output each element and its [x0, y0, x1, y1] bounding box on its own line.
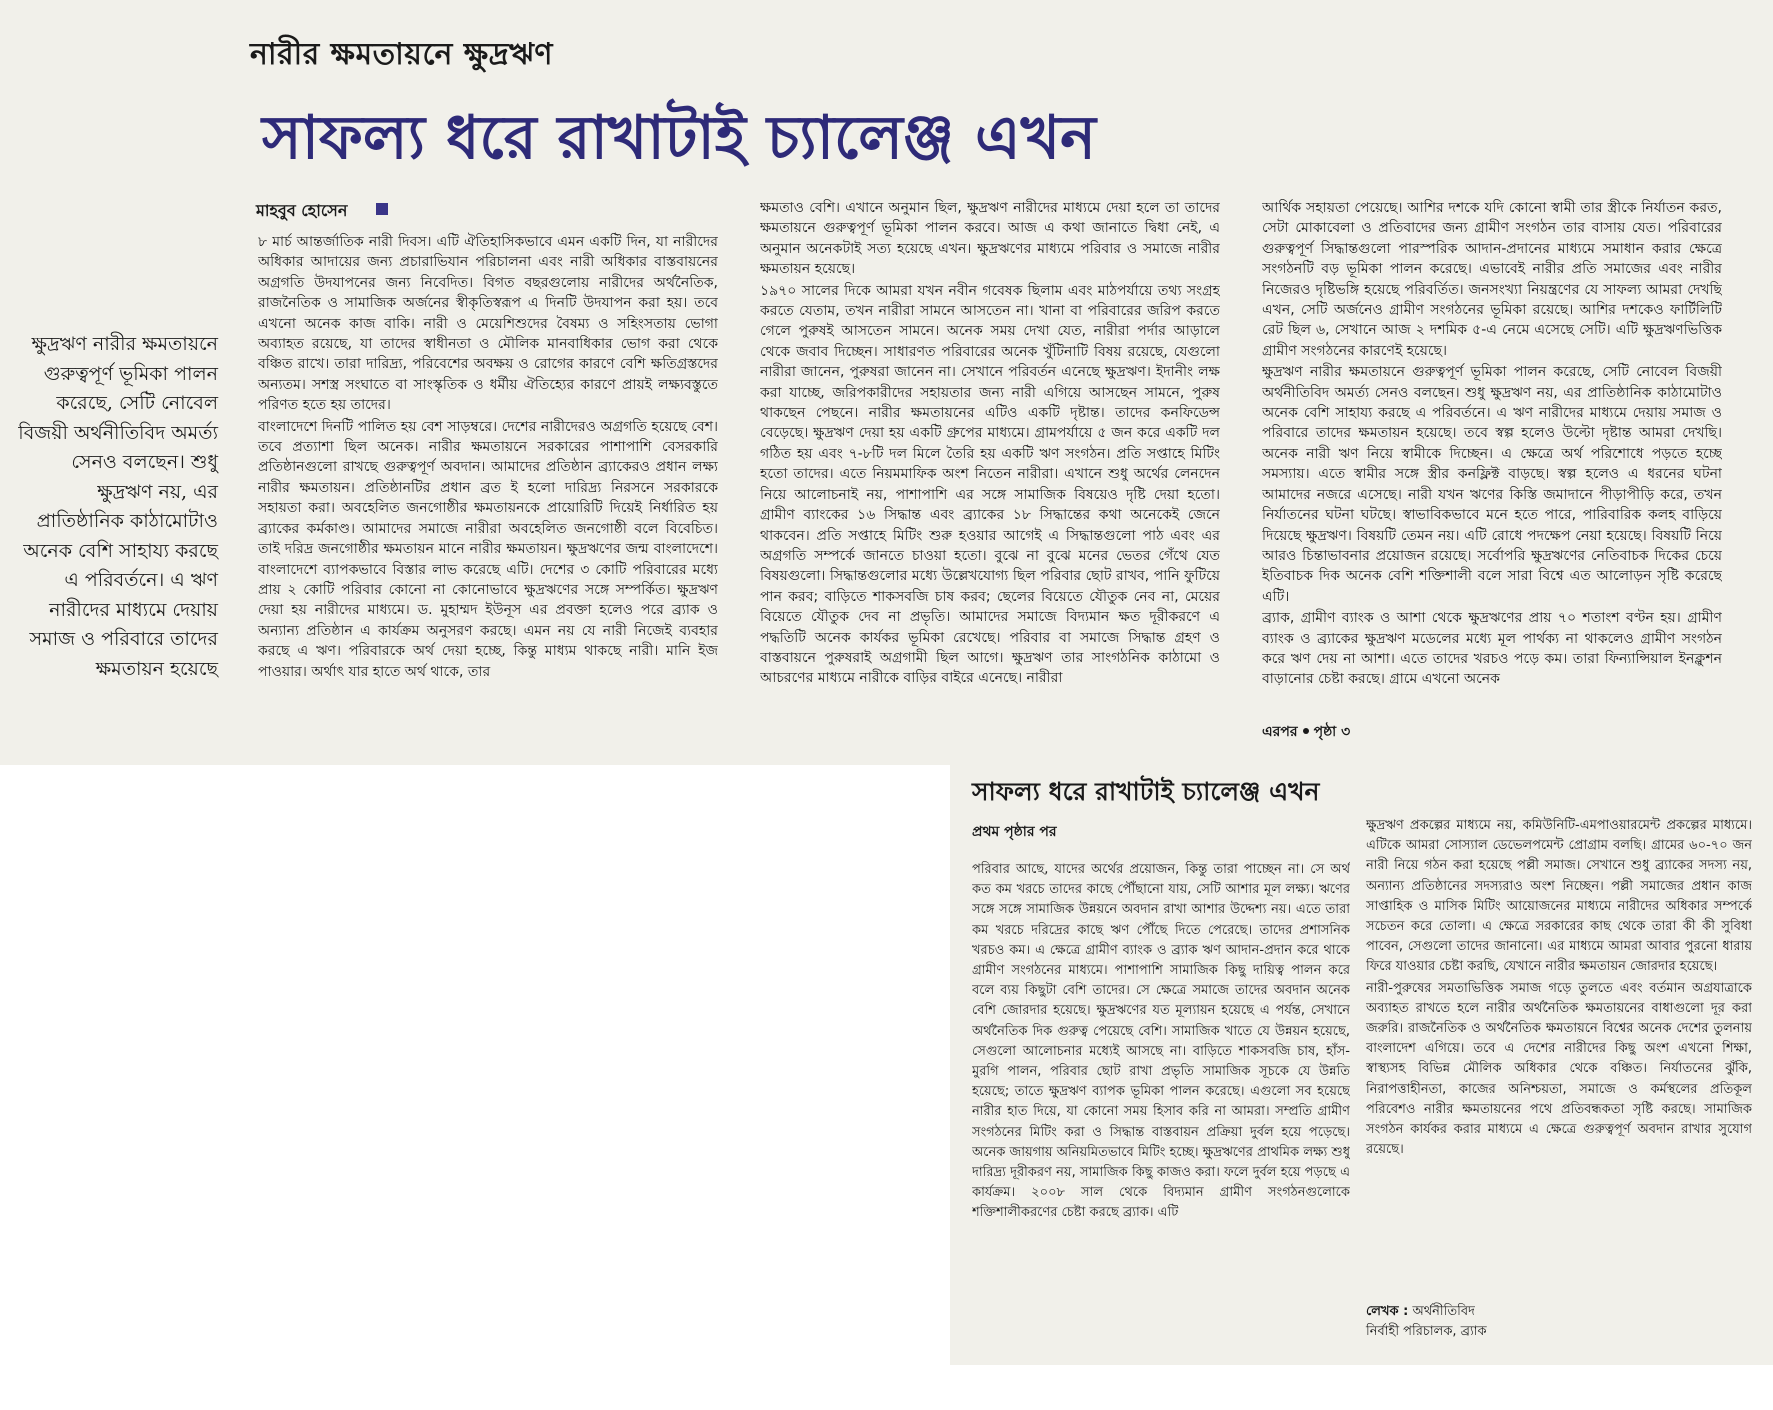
paragraph: বাংলাদেশে দিনটি পালিত হয় বেশ সাড়ম্বরে। দেশের নারীদেরও অগ্রগতি হয়েছে বেশ। তবে প্রত্যাশা ছিল অনেক। নারীর ক্ষমতায়নে সরকারের পাশাপাশি বেসরকারি প্রতিষ্ঠানগুলো রাখছে গুরুত্বপূর্ণ অবদান। আমাদের প্রতিষ্ঠান ব্র্যাকেরও প্রধান লক্ষ্য নারীর ক্ষমতায়ন। প্রতিষ্ঠানটির প্রধান ব্রত ই হলো দারিদ্র্য নিরসনে সরকারকে সহায়তা করা। অবহেলিত জনগোষ্ঠীর ক্ষমতায়নকে প্রায়োরিটি দিয়েই নির্ধারিত হয় ব্র্যাকের কর্মকাণ্ড। আমাদের সমাজে নারীরা অবহেলিত জনগোষ্ঠী বলে বিবেচিত। তাই দরিদ্র জনগোষ্ঠীর ক্ষমতায়ন মানে নারীর ক্ষমতায়ন। ক্ষুদ্রঋণের জন্ম বাংলাদেশে। বাংলাদেশে ব্যাপকভাবে বিস্তার লাভ করেছে এটি। দেশের ৩ কোটি পরিবারের মধ্যে প্রায় ২ কোটি পরিবার কোনো না কোনোভাবে ক্ষুদ্রঋণের সঙ্গে সম্পর্কিত। ক্ষুদ্রঋণ দেয়া হয় নারীদের মাধ্যমে। ড. মুহাম্মদ ইউনূস এর প্রবক্তা হলেও পরে ব্র্যাক ও অন্যান্য প্রতিষ্ঠান এ কার্যক্রম অনুসরণ করছে। এমন নয় যে নারী নিজেই ব্যবহার করছে এ ঋণ। পরিবারকে অর্থ দেয়া হচ্ছে, কিন্তু মাধ্যম থাকছে নারী। মানি ইজ পাওয়ার। অর্থাৎ যার হাতে অর্থ থাকে, তার: [258, 418, 718, 680]
continuation-column-1: [972, 860, 1350, 1348]
author-info: [1366, 1302, 1487, 1342]
paragraph: আর্থিক সহায়তা পেয়েছে। আশির দশকে যদি কোনো স্বামী তার স্ত্রীকে নির্যাতন করত, সেটা মোকাবেলা ও প্রতিবাদের জন্য গ্রামীণ সংগঠন তার বাসায় যেত। পরিবারের গুরুত্বপূর্ণ সিদ্ধান্তগুলো পারস্পরিক আদান-প্রদানের মাধ্যমে সমাধান করার ক্ষেত্রে সংগঠনটি বড় ভূমিকা পালন করেছে। এভাবেই নারীর প্রতি সমাজের এবং নারীর নিজেরও দৃষ্টিভঙ্গি হয়েছে পরিবর্তিত। জনসংখ্যা নিয়ন্ত্রণের যে সাফল্য আমরা দেখছি এখন, সেটি অর্জনেও গ্রামীণ সংগঠনের ভূমিকা রয়েছে। আশির দশকেও ফার্টিলিটি রেট ছিল ৬, সেখানে আজ ২ দশমিক ৫-এ নেমে এসেছে সেটি। এটি ক্ষুদ্রঋণভিত্তিক গ্রামীণ সংগঠনের কারণেই হয়েছে।: [1262, 200, 1722, 359]
article-column-3: [1262, 198, 1722, 714]
paragraph: ব্র্যাক, গ্রামীণ ব্যাংক ও আশা থেকে ক্ষুদ্রঋণের প্রায় ৭০ শতাংশ বণ্টন হয়। গ্রামীণ ব্যাংক ও ব্র্যাকের ক্ষুদ্রঋণ মডেলের মধ্যে মূল পার্থক্য না থাকলেও গ্রামীণ সংগঠন করে ঋণ দেয় না আশা। এতে তাদের খরচও পড়ে কম। তারা ফিন্যান্সিয়াল ইনক্লুশন বাড়ানোর চেষ্টা করছে। গ্রামে এখনো অনেক: [1262, 610, 1722, 688]
continuation-column-2: [1366, 816, 1752, 1284]
paragraph: ৮ মার্চ আন্তর্জাতিক নারী দিবস। এটি ঐতিহাসিকভাবে এমন একটি দিন, যা নারীদের অধিকার আদায়ের জন্য প্রচারাভিযান পরিচালনা এবং নারী অধিকার বাস্তবায়নের অগ্রগতি উদযাপনের জন্য নিবেদিত। বিগত বছরগুলোয় নারীদের অর্থনৈতিক, রাজনৈতিক ও সামাজিক অর্জনের স্বীকৃতিস্বরূপ এ দিনটি উদযাপন করা হয়। তবে এখনো অনেক কাজ বাকি। নারী ও মেয়েশিশুদের বৈষম্য ও সহিংসতায় ভোগা অব্যাহত রয়েছে, যা তাদের স্বাধীনতা ও মৌলিক মানবাধিকার ভোগ করা থেকে বঞ্চিত রাখে। তারা দারিদ্র্য, পরিবেশের অবক্ষয় ও রোগের কারণে বেশি ক্ষতিগ্রস্তদের অন্যতম। সশস্ত্র সংঘাতে বা সাংস্কৃতিক ও ধর্মীয় ঐতিহ্যের কারণে প্রায়ই লক্ষ্যবস্তুতে পরিণত হতে হয় তাদের।: [258, 234, 718, 414]
continuation-title: সাফল্য ধরে রাখাটাই চ্যালেঞ্জ এখন: [972, 777, 1320, 806]
continued-from-label: প্রথম পৃষ্ঠার পর: [972, 824, 1057, 840]
continued-label: এরপর: [1262, 724, 1298, 740]
author-role: অর্থনীতিবিদ: [1412, 1304, 1475, 1319]
paragraph: ক্ষুদ্রঋণ প্রকল্পের মাধ্যমে নয়, কমিউনিটি-এমপাওয়ারমেন্ট প্রকল্পের মাধ্যমে। এটিকে আমরা সোস্যাল ডেভেলপমেন্ট প্রোগ্রাম বলছি। গ্রামের ৬০-৭০ জন নারী নিয়ে গঠন করা হয়েছে পল্লী সমাজ। সেখানে শুধু ব্র্যাকের সদস্য নয়, অন্যান্য প্রতিষ্ঠানের সদস্যরাও অংশ নিচ্ছেন। পল্লী সমাজের প্রধান কাজ সাপ্তাহিক ও মাসিক মিটিং আয়োজনের মাধ্যমে নারীদের অধিকার সম্পর্কে সচেতন করে তোলা। এ ক্ষেত্রে সরকারের কাছ থেকে তারা কী কী সুবিধা পাবেন, সেগুলো তাদের জানানো। এর মাধ্যমে আমরা আবার পুরনো ধারায় ফিরে যাওয়ার চেষ্টা করছি, যেখানে নারীর ক্ষমতায়ন জোরদার হয়েছে।: [1366, 818, 1752, 975]
paragraph: নারী-পুরুষের সমতাভিত্তিক সমাজ গড়ে তুলতে এবং বর্তমান অগ্রযাত্রাকে অব্যাহত রাখতে হলে নারীর অর্থনৈতিক ক্ষমতায়নের বাধাগুলো দূর করা জরুরি। রাজনৈতিক ও অর্থনৈতিক ক্ষমতায়নে বিশ্বের অনেক দেশের তুলনায় বাংলাদেশ এগিয়ে। তবে এ দেশের নারীদের কিছু অংশ এখনো শিক্ষা, স্বাস্থ্যসহ বিভিন্ন মৌলিক অধিকার থেকে বঞ্চিত। নির্যাতনের ঝুঁকি, নিরাপত্তাহীনতা, কাজের অনিশ্চয়তা, সমাজে ও কর্মস্থলের প্রতিকূল পরিবেশও নারীর ক্ষমতায়নের পথে প্রতিবন্ধকতা সৃষ্টি করছে। সামাজিক সংগঠন কার্যকর করার মাধ্যমে এ ক্ষেত্রে গুরুত্বপূর্ণ অবদান রাখার সুযোগ রয়েছে।: [1366, 980, 1752, 1158]
byline-square-icon: [376, 203, 388, 215]
author-label: লেখক :: [1366, 1304, 1409, 1319]
author-position: নির্বাহী পরিচালক, ব্র্যাক: [1366, 1324, 1487, 1339]
headline: সাফল্য ধরে রাখাটাই চ্যালেঞ্জ এখন: [262, 103, 1096, 173]
continued-page: পৃষ্ঠা ৩: [1313, 724, 1351, 740]
paragraph: ক্ষুদ্রঋণ নারীর ক্ষমতায়নে গুরুত্বপূর্ণ ভূমিকা পালন করেছে, সেটি নোবেল বিজয়ী অর্থনীতিবিদ অমর্ত্য সেনও বলছেন। শুধু ক্ষুদ্রঋণ নয়, এর প্রাতিষ্ঠানিক কাঠামোটাও অনেক বেশি সাহায্য করছে এ পরিবর্তনে। এ ঋণ নারীদের মাধ্যমে দেয়ায় সমাজ ও পরিবারে তাদের ক্ষমতায়ন হয়েছে। তবে স্বল্প হলেও উল্টো দৃষ্টান্ত আমরা দেখছি। অনেক নারী ঋণ নিয়ে স্বামীকে দিচ্ছেন। এ ক্ষেত্রে অর্থ পরিশোধে পড়তে হচ্ছে সমস্যায়। এতে স্বামীর সঙ্গে স্ত্রীর কনফ্লিক্ট বাড়ছে। স্বল্প হলেও এ ধরনের ঘটনা আমাদের নজরে এসেছে। নারী যখন ঋণের কিস্তি জমাদানে পীড়াপীড়ি করে, তখন নির্যাতনের ঘটনা ঘটছে। স্বাভাবিকভাবে মনে হতে পারে, পারিবারিক কলহ বাড়িয়ে দিয়েছে ক্ষুদ্রঋণ। বিষয়টি তেমন নয়। এটি রোধে পদক্ষেপ নেয়া হয়েছে। বিষয়টি নিয়ে আরও চিন্তাভাবনার প্রয়োজন রয়েছে। সর্বোপরি ক্ষুদ্রঋণের নেতিবাচক দিকের চেয়ে ইতিবাচক দিক অনেক বেশি শক্তিশালী বলে সারা বিশ্বে এত আলোড়ন সৃষ্টি করেছে এটি।: [1262, 364, 1722, 605]
paragraph: পরিবার আছে, যাদের অর্থের প্রয়োজন, কিন্তু তারা পাচ্ছেন না। সে অর্থ কত কম খরচে তাদের কাছে পৌঁছানো যায়, সেটি আশার মূল লক্ষ্য। ঋণের সঙ্গে সঙ্গে সামাজিক উন্নয়নে অবদান রাখা আশার উদ্দেশ্য নয়। এতে তারা কম খরচে দরিদ্রের কাছে ঋণ পৌঁছে দিতে পেরেছে। তাদের প্রশাসনিক খরচও কম। এ ক্ষেত্রে গ্রামীণ ব্যাংক ও ব্র্যাক ঋণ আদান-প্রদান করে থাকে গ্রামীণ সংগঠনের মাধ্যমে। পাশাপাশি সামাজিক কিছু দায়িত্ব পালন করে বলে ব্যয় কিছুটা বেশি তাদের। সে ক্ষেত্রে সমাজে তাদের অবদান অনেক বেশি জোরদার হয়েছে। ক্ষুদ্রঋণের যত মূল্যায়ন হয়েছে এ পর্যন্ত, সেখানে অর্থনৈতিক দিক গুরুত্ব পেয়েছে বেশি। সামাজিক খাতে যে উন্নয়ন হয়েছে, সেগুলো আলোচনার মধ্যেই আসছে না। বাড়িতে শাকসবজি চাষ, হাঁস-মুরগি পালন, পরিবার ছোট রাখা প্রভৃতি সামাজিক সূচকে যে উন্নতি হয়েছে; তাতে ক্ষুদ্রঋণ ব্যাপক ভূমিকা পালন করেছে। এগুলো সব হয়েছে নারীর হাত দিয়ে, যা কোনো সময় হিসাব করি না আমরা। সম্প্রতি গ্রামীণ সংগঠনের মিটিং করা ও সিদ্ধান্ত বাস্তবায়ন প্রক্রিয়া দুর্বল হয়ে পড়েছে। অনেক জায়গায় অনিয়মিতভাবে মিটিং হচ্ছে। ক্ষুদ্রঋণের প্রাথমিক লক্ষ্য শুধু দারিদ্র্য দূরীকরণ নয়, সামাজিক কিছু কাজও করা। ফলে দুর্বল হয়ে পড়ছে এ কার্যক্রম। ২০০৮ সাল থেকে বিদ্যমান গ্রামীণ সংগঠনগুলোকে শক্তিশালীকরণের চেষ্টা করছে ব্র্যাক। এটি: [972, 862, 1350, 1221]
article-column-2: [760, 198, 1220, 746]
continued-on-page: [1262, 720, 1350, 744]
paragraph: ক্ষমতাও বেশি। এখানে অনুমান ছিল, ক্ষুদ্রঋণ নারীদের মাধ্যমে দেয়া হলে তা তাদের ক্ষমতায়নে গুরুত্বপূর্ণ ভূমিকা পালন করবে। আজ এ কথা জানাতে দ্বিধা নেই, এ অনুমান অনেকটাই সত্য হয়েছে এখন। ক্ষুদ্রঋণের মাধ্যমে পরিবার ও সমাজে নারীর ক্ষমতায়ন হয়েছে।: [760, 200, 1220, 278]
byline: মাহবুব হোসেন: [256, 201, 348, 220]
article-column-1: [258, 232, 718, 746]
pull-quote: ক্ষুদ্রঋণ নারীর ক্ষমতায়নে গুরুত্বপূর্ণ ভূমিকা পালন করেছে, সেটি নোবেল বিজয়ী অর্থনীতিবিদ অমর্ত্য সেনও বলছেন। শুধু ক্ষুদ্রঋণ নয়, এর প্রাতিষ্ঠানিক কাঠামোটাও অনেক বেশি সাহায্য করছে এ পরিবর্তনে। এ ঋণ নারীদের মাধ্যমে দেয়ায় সমাজ ও পরিবারে তাদের ক্ষমতায়ন হয়েছে: [18, 333, 218, 680]
paragraph: ১৯৭০ সালের দিকে আমরা যখন নবীন গবেষক ছিলাম এবং মাঠপর্যায়ে তথ্য সংগ্রহ করতে যেতাম, তখন নারীরা সামনে আসতেন না। খানা বা পরিবারের জরিপ করতে গেলে পুরুষই আসতেন সামনে। অনেক সময় দেখা যেত, নারীরা পর্দার আড়ালে থেকে জবাব দিচ্ছেন। সাধারণত পরিবারের অনেক খুঁটিনাটি বিষয় রয়েছে, যেগুলো নারীরা জানেন, পুরুষরা জানেন না। সেখানে পরিবর্তন এনেছে ক্ষুদ্রঋণ। ইদানীং লক্ষ করা যাচ্ছে, জরিপকারীদের সহায়তার জন্য নারী এগিয়ে আসছেন সামনে, পুরুষ থাকছেন পেছনে। নারীর ক্ষমতায়নের এটিও একটি দৃষ্টান্ত। তাদের কনফিডেন্স বেড়েছে। ক্ষুদ্রঋণ দেয়া হয় একটি গ্রুপের মাধ্যমে। গ্রামপর্যায়ে ৫ জন করে একটি দল গঠিত হয় এবং ৭-৮টি দল মিলে তৈরি হয় একটি ঋণ সংগঠন। প্রতি সপ্তাহে মিটিং হতো তাদের। এতে নিয়মমাফিক অংশ নিতেন নারীরা। এখানে শুধু অর্থের লেনদেন নিয়ে আলোচনাই নয়, পাশাপাশি এর সঙ্গে সামাজিক বিষয়েও দৃষ্টি দেয়া হতো। গ্রামীণ ব্যাংকের ১৬ সিদ্ধান্ত এবং ব্র্যাকের ১৮ সিদ্ধান্তের কথা অনেকেই জেনে থাকবেন। প্রতি সপ্তাহে মিটিং শুরু হওয়ার আগেই এ সিদ্ধান্তগুলো পাঠ এবং এর অগ্রগতি সম্পর্কে জানতে চাওয়া হতো। বুঝে না বুঝে মনের ভেতর গেঁথে যেত বিষয়গুলো। সিদ্ধান্তগুলোর মধ্যে উল্লেখযোগ্য ছিল পরিবার ছোট রাখব, পানি ফুটিয়ে পান করব; বাড়িতে শাকসবজি চাষ করব; ছেলের বিয়েতে যৌতুক নেব না, মেয়ের বিয়েতে যৌতুক দেব না প্রভৃতি। আমাদের সমাজে বিদ্যমান ক্ষত দূরীকরণে এ পদ্ধতিটি অনেক কার্যকর ভূমিকা রেখেছে। পরিবার বা সমাজে সিদ্ধান্ত গ্রহণ ও বাস্তবায়নে পুরুষরাই অগ্রগামী ছিল আগে। ক্ষুদ্রঋণ তার সাংগঠনিক কাঠামো ও আচরণের মাধ্যমে নারীকে বাড়ির বাইরে এনেছে। নারীরা: [760, 282, 1220, 687]
bullet-icon: [1303, 728, 1309, 734]
kicker: নারীর ক্ষমতায়নে ক্ষুদ্রঋণ: [250, 37, 554, 72]
